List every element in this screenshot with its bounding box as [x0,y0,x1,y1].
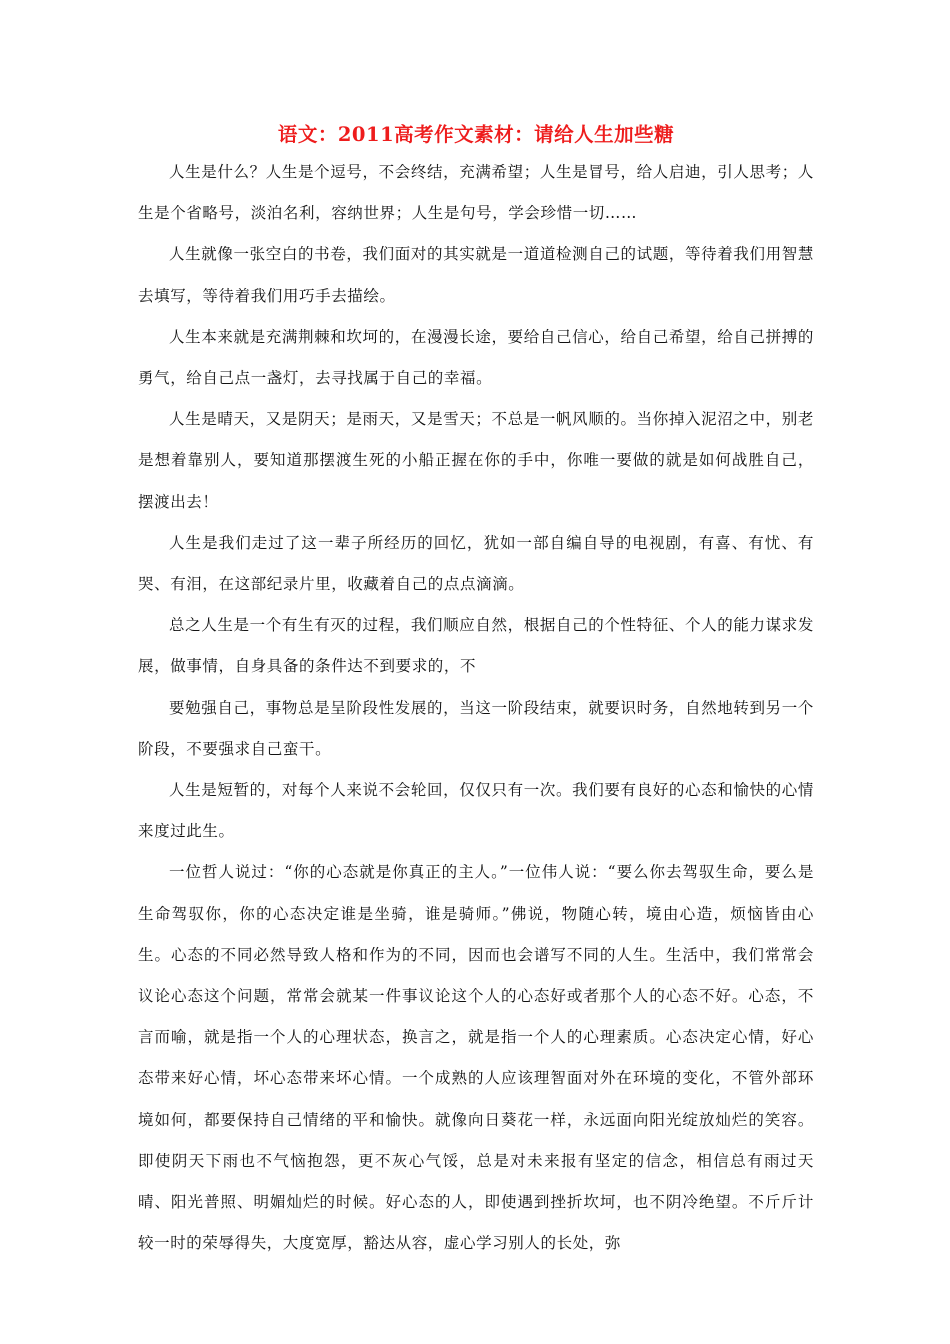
paragraph-3: 人生本来就是充满荆棘和坎坷的，在漫漫长途，要给自己信心，给自己希望，给自己拼搏的勇气，给自己点一盏灯，去寻找属于自己的幸福。 [138,327,814,388]
paragraph-9: 一位哲人说过：“你的心态就是你真正的主人。”一位伟人说：“要么你去驾驭生命，要么是生命驾驭你，你的心态决定谁是坐骑，谁是骑师。”佛说，物随心转，境由心造，烦恼皆由心生。心态的不同必然导致人格和作为的不同，因而也会谱写不同的人生。生活中，我们常常会议论心态这个问题，常常会就某一件事议论这个人的心态好或者那个人的心态不好。心态，不言而喻，就是指一个人的心理状态，换言之，就是指一个人的心理素质。心态决定心情，好心态带来好心情，坏心态带来坏心情。一个成熟的人应该理智面对外在环境的变化，不管外部环境如何，都要保持自己情绪的平和愉快。就像向日葵花一样，永远面向阳光绽放灿烂的笑容。即使阴天下雨也不气恼抱怨，更不灰心气馁，总是对未来报有坚定的信念，相信总有雨过天晴、阳光普照、明媚灿烂的时候。好心态的人，即使遇到挫折坎坷，也不阴冷绝望。不斤斤计较一时的荣辱得失，大度宽厚，豁达从容，虚心学习别人的长处，弥 [138,863,814,1253]
paragraph-4: 人生是晴天，又是阴天；是雨天，又是雪天；不总是一帆风顺的。当你掉入泥沼之中，别老是想着靠别人，要知道那摆渡生死的小船正握在你的手中，你唯一要做的就是如何战胜自己，摆渡出去！ [138,410,814,511]
paragraph-7: 要勉强自己，事物总是呈阶段性发展的，当这一阶段结束，就要识时务，自然地转到另一个阶段，不要强求自己蛮干。 [138,698,814,758]
document-page [138,118,814,1264]
paragraph-8: 人生是短暂的，对每个人来说不会轮回，仅仅只有一次。我们要有良好的心态和愉快的心情来度过此生。 [138,781,814,841]
document-title: 语文：2011高考作文素材：请给人生加些糖 [277,123,675,146]
paragraph-2: 人生就像一张空白的书卷，我们面对的其实就是一道道检测自己的试题，等待着我们用智慧去填写，等待着我们用巧手去描绘。 [138,245,814,305]
paragraph-1: 人生是什么？人生是个逗号，不会终结，充满希望；人生是冒号，给人启迪，引人思考；人生是个省略号，淡泊名利，容纳世界；人生是句号，学会珍惜一切…… [138,163,814,223]
paragraph-5: 人生是我们走过了这一辈子所经历的回忆，犹如一部自编自导的电视剧，有喜、有忧、有哭、有泪，在这部纪录片里，收藏着自己的点点滴滴。 [138,533,814,594]
paragraph-6: 总之人生是一个有生有灭的过程，我们顺应自然，根据自己的个性特征、个人的能力谋求发展，做事情，自身具备的条件达不到要求的，不 [138,616,814,676]
